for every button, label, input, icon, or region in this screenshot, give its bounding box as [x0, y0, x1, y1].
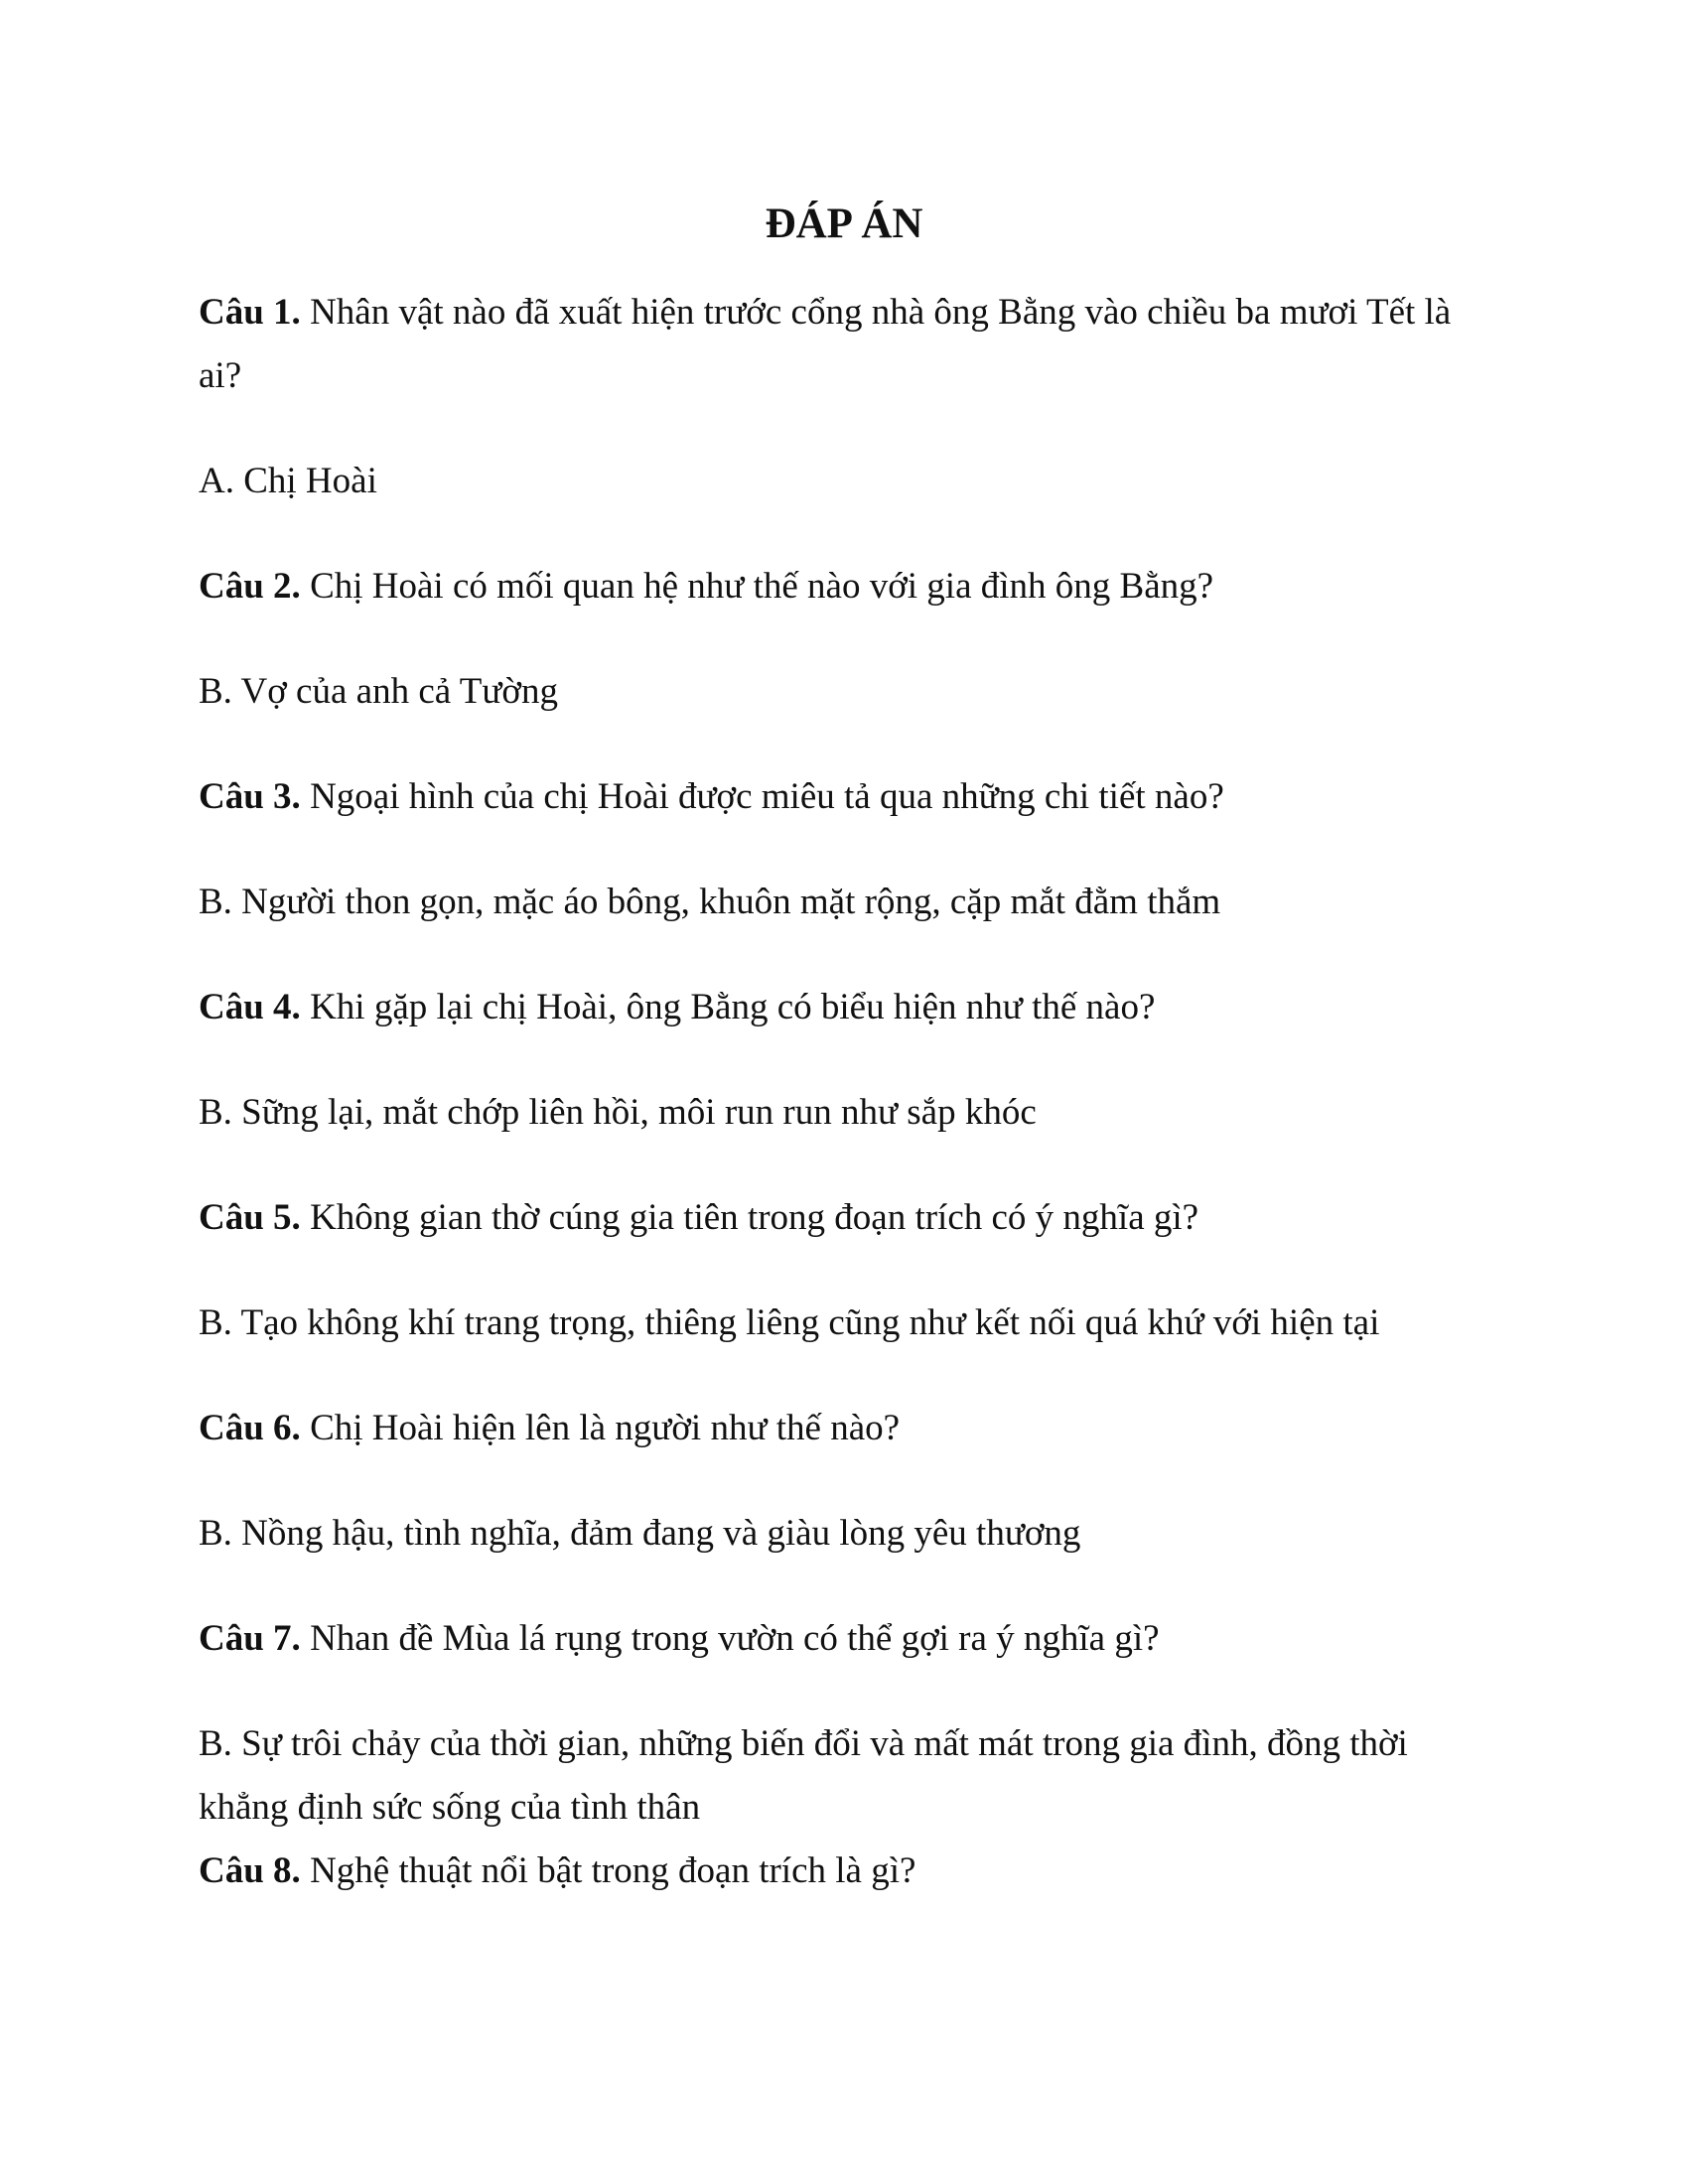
- question-text: Chị Hoài có mối quan hệ như thế nào với gia đình ông Bằng?: [310, 566, 1214, 607]
- question-2: [199, 555, 1499, 618]
- question-text: Không gian thờ cúng gia tiên trong đoạn trích có ý nghĩa gì?: [310, 1197, 1199, 1238]
- question-text: Nhan đề Mùa lá rụng trong vườn có thể gợi ra ý nghĩa gì?: [310, 1618, 1160, 1659]
- question-text: Chị Hoài hiện lên là người như thế nào?: [310, 1408, 901, 1448]
- answer-4: B. Sững lại, mắt chớp liên hồi, môi run run như sắp khóc: [199, 1092, 1037, 1133]
- question-3: [199, 765, 1499, 829]
- question-label: Câu 3.: [199, 776, 301, 817]
- question-label: Câu 6.: [199, 1408, 301, 1448]
- answer-5: B. Tạo không khí trang trọng, thiêng liêng cũng như kết nối quá khứ với hiện tại: [199, 1302, 1380, 1343]
- page-title: ĐÁP ÁN: [765, 201, 923, 247]
- question-8: [199, 1840, 1499, 1903]
- question-4: [199, 976, 1499, 1039]
- answer-list: [199, 281, 1499, 1903]
- question-1: [199, 281, 1499, 408]
- question-7: [199, 1607, 1499, 1671]
- answer-2: B. Vợ của anh cả Tường: [199, 671, 558, 712]
- question-text: Ngoại hình của chị Hoài được miêu tả qua những chi tiết nào?: [310, 776, 1224, 817]
- answer-1: A. Chị Hoài: [199, 461, 377, 501]
- answer-6: B. Nồng hậu, tình nghĩa, đảm đang và giàu lòng yêu thương: [199, 1513, 1081, 1554]
- question-label: Câu 1.: [199, 292, 301, 333]
- question-text: Khi gặp lại chị Hoài, ông Bằng có biểu hiện như thế nào?: [310, 987, 1156, 1027]
- question-5: [199, 1186, 1499, 1250]
- question-label: Câu 8.: [199, 1850, 301, 1891]
- question-label: Câu 7.: [199, 1618, 301, 1659]
- answer-3: B. Người thon gọn, mặc áo bông, khuôn mặt rộng, cặp mắt đằm thắm: [199, 882, 1221, 922]
- question-label: Câu 4.: [199, 987, 301, 1027]
- question-text: Nhân vật nào đã xuất hiện trước cổng nhà ông Bằng vào chiều ba mươi Tết là ai?: [199, 292, 1452, 396]
- answer-7: B. Sự trôi chảy của thời gian, những biến đổi và mất mát trong gia đình, đồng thời khẳng định sức sống của tình thân: [199, 1723, 1408, 1828]
- question-text: Nghệ thuật nổi bật trong đoạn trích là gì?: [310, 1850, 916, 1891]
- question-6: [199, 1397, 1499, 1460]
- question-label: Câu 2.: [199, 566, 301, 607]
- question-label: Câu 5.: [199, 1197, 301, 1238]
